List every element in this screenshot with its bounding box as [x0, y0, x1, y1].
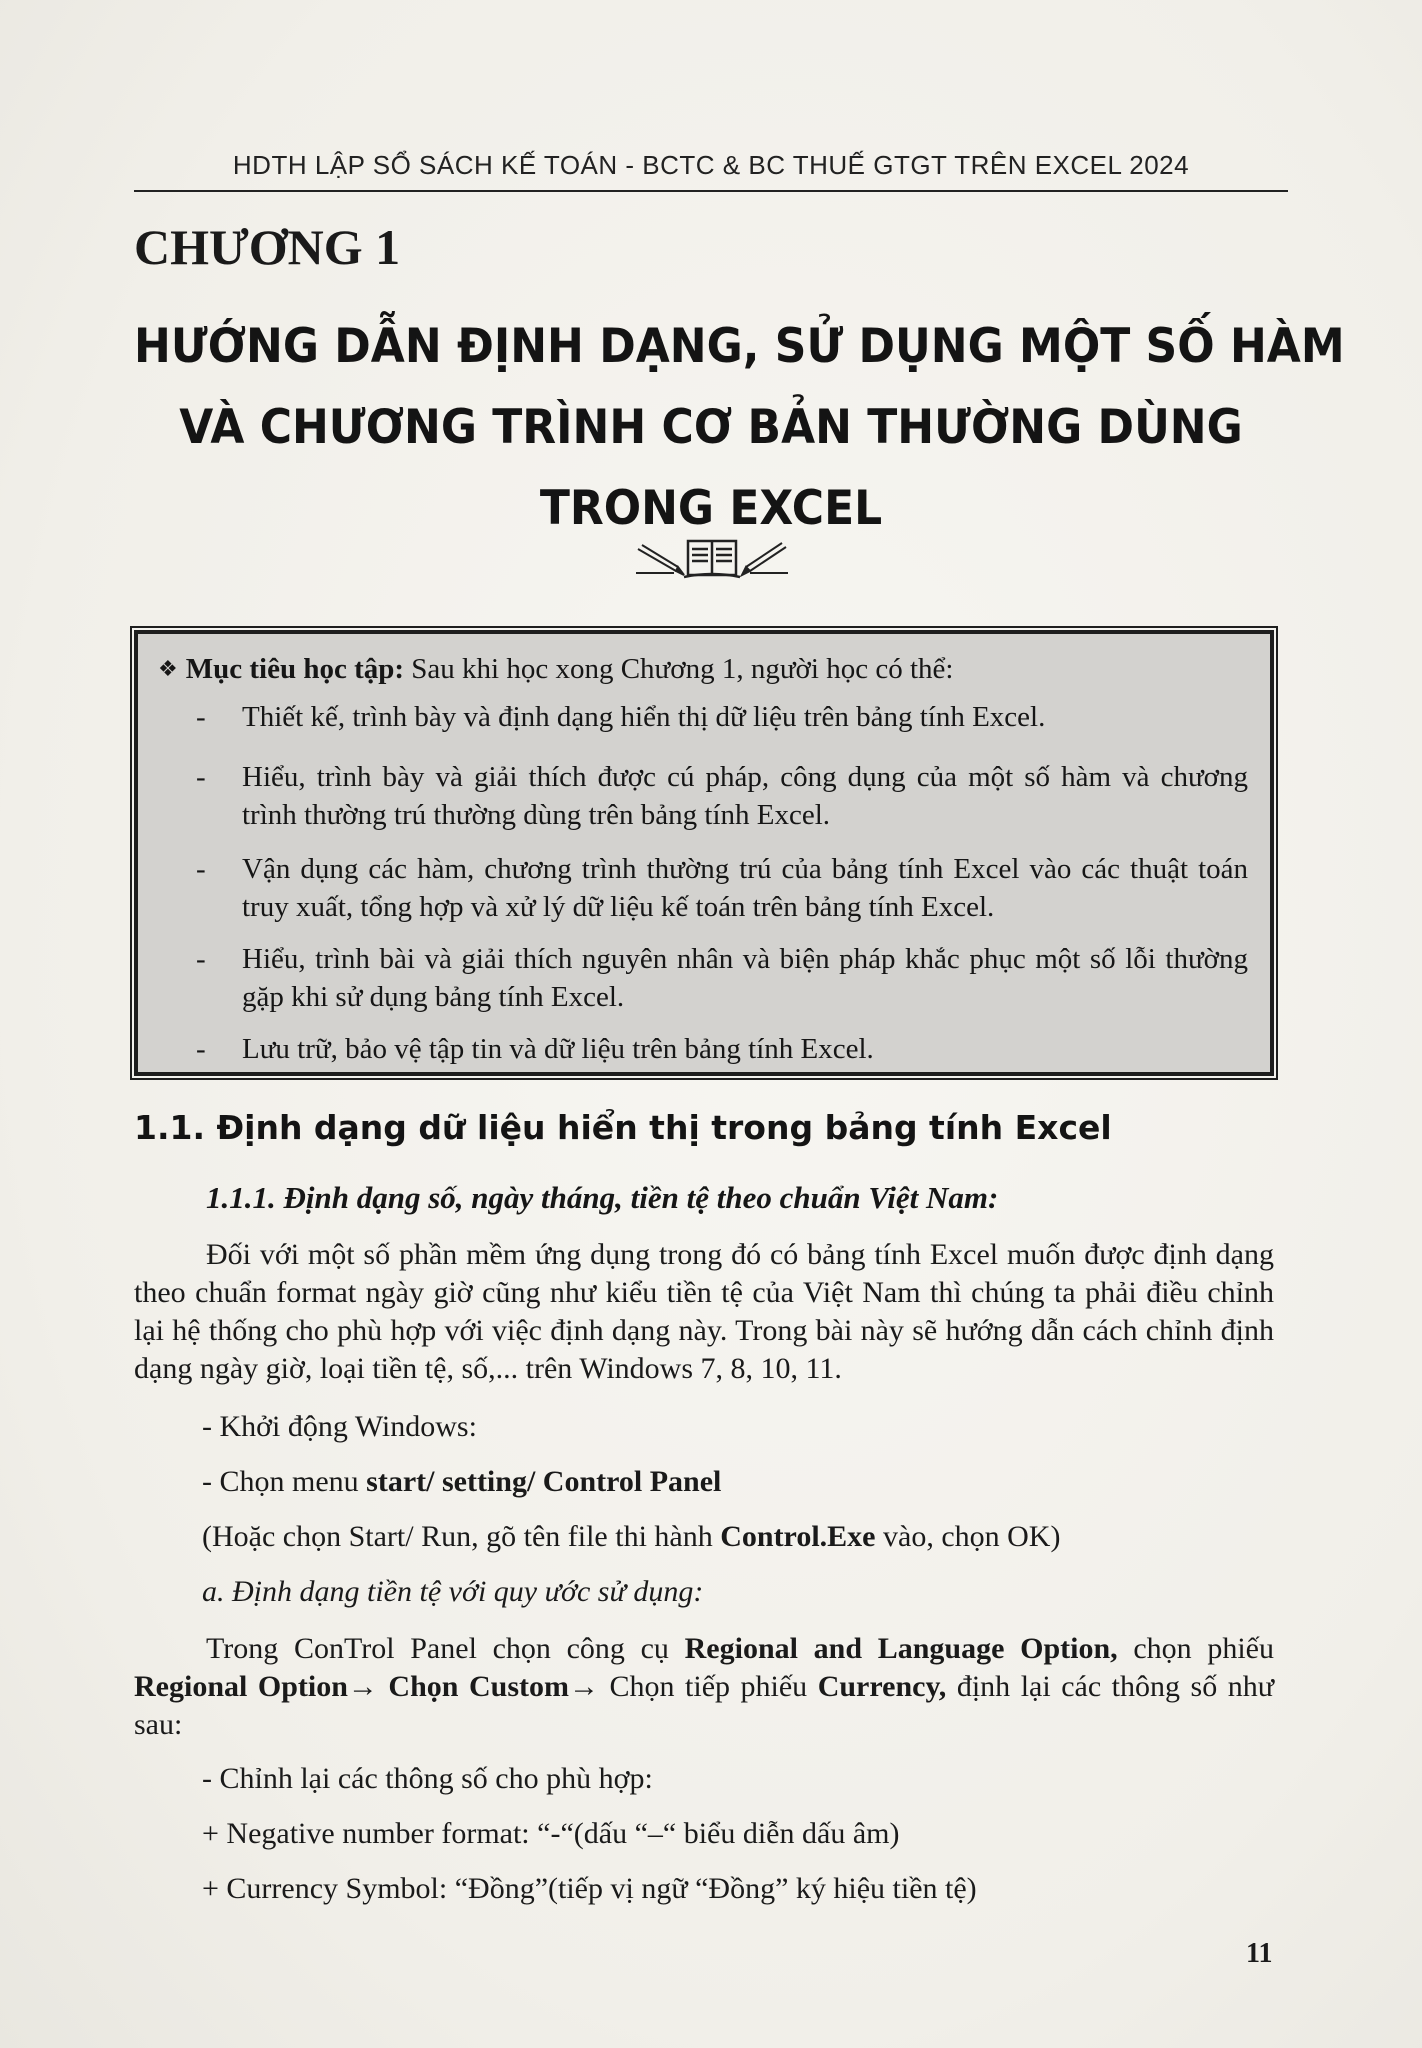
objective-text: Lưu trữ, bảo vệ tập tin và dữ liệu trên bảng tính Excel.	[242, 1033, 874, 1065]
objective-text: Hiểu, trình bày và giải thích được cú pháp, công dụng của một số hàm và chương trình thường trú thường dùng trên bảng tính Excel.	[242, 761, 1248, 831]
objective-text: Hiểu, trình bài và giải thích nguyên nhân và biện pháp khắc phục một số lỗi thường gặp khi sử dụng bảng tính Excel.	[242, 943, 1248, 1013]
adjust-parameters-line: - Chỉnh lại các thông số cho phù hợp:	[202, 1762, 653, 1795]
currency-text-3: Chọn tiếp phiếu	[598, 1670, 818, 1703]
currency-symbol-line: + Currency Symbol: “Đồng”(tiếp vị ngữ “Đồng” ký hiệu tiền tệ)	[202, 1872, 977, 1905]
objective-item	[198, 850, 1248, 926]
learning-objectives-box	[134, 630, 1274, 1076]
chapter-number: CHƯƠNG 1	[134, 219, 401, 275]
objective-item	[198, 940, 1248, 1016]
objective-text: Vận dụng các hàm, chương trình thường trú của bảng tính Excel vào các thuật toán truy xuất, tổng hợp và xử lý dữ liệu kế toán trên bảng tính Excel.	[242, 853, 1248, 923]
objective-item	[198, 698, 1248, 736]
step-choose-menu-prefix: - Chọn menu	[202, 1465, 367, 1498]
negative-format-line: + Negative number format: “-“(dấu “–“ biểu diễn dấu âm)	[202, 1817, 900, 1850]
subsection-a-heading: a. Định dạng tiền tệ với quy ước sử dụng:	[202, 1575, 704, 1608]
currency-bold-1: Regional and Language Option,	[684, 1632, 1118, 1665]
objective-dash: -	[196, 701, 206, 733]
currency-text-4: định lại các thông số như sau:	[134, 1670, 1274, 1741]
objective-dash: -	[196, 1033, 206, 1065]
chapter-title	[134, 306, 1345, 549]
objective-dash: -	[196, 853, 206, 885]
objective-dash: -	[196, 761, 206, 793]
objective-text: Thiết kế, trình bày và định dạng hiển thị dữ liệu trên bảng tính Excel.	[242, 701, 1046, 733]
chapter-title-line-2: VÀ CHƯƠNG TRÌNH CƠ BẢN THƯỜNG DÙNG	[179, 399, 1243, 456]
page-number: 11	[1246, 1938, 1273, 1969]
book-with-pens-ornament-icon	[632, 535, 792, 581]
step-run-suffix: vào, chọn OK)	[875, 1520, 1061, 1553]
header-rule	[134, 190, 1288, 192]
step-run-prefix: (Hoặc chọn Start/ Run, gõ tên file thi hành	[202, 1520, 721, 1553]
step-choose-menu-path: start/ setting/ Control Panel	[366, 1465, 722, 1498]
objectives-label: Mục tiêu học tập:	[185, 653, 405, 685]
step-run-filename: Control.Exe	[720, 1520, 876, 1553]
objectives-intro	[158, 650, 953, 691]
step-start-windows: - Khởi động Windows:	[202, 1410, 477, 1443]
step-choose-menu	[202, 1463, 721, 1501]
subsection-heading: 1.1.1. Định dạng số, ngày tháng, tiền tệ theo chuẩn Việt Nam:	[206, 1180, 999, 1215]
intro-paragraph: Đối với một số phần mềm ứng dụng trong đó có bảng tính Excel muốn được định dạng theo chuẩn format ngày giờ cũng như kiểu tiền tệ của Việt Nam thì chúng ta phải điều chỉnh lại hệ thống cho phù hợp với việc định dạng này. Trong bài này sẽ hướng dẫn cách chỉnh định dạng ngày giờ, loại tiền tệ, số,... trên Windows 7, 8, 10, 11.	[134, 1238, 1274, 1385]
chapter-title-line-3: TRONG EXCEL	[539, 480, 883, 537]
currency-text-2: chọn phiếu	[1117, 1632, 1274, 1665]
chapter-title-line-1: HƯỚNG DẪN ĐỊNH DẠNG, SỬ DỤNG MỘT SỐ HÀM	[134, 318, 1345, 375]
objective-item	[198, 758, 1248, 834]
currency-bold-3: Currency,	[817, 1670, 947, 1703]
currency-text-1: Trong ConTrol Panel chọn công cụ	[206, 1632, 685, 1665]
objective-dash: -	[196, 943, 206, 975]
currency-bold-2: Regional Option→ Chọn Custom→	[134, 1670, 599, 1703]
step-run-alternative	[202, 1518, 1060, 1556]
diamond-bullet-icon: ❖	[158, 657, 178, 682]
running-header: HDTH LẬP SỔ SÁCH KẾ TOÁN - BCTC & BC THUẾ GTGT TRÊN EXCEL 2024	[232, 150, 1190, 180]
objective-item	[198, 1030, 1248, 1068]
section-heading: 1.1. Định dạng dữ liệu hiển thị trong bảng tính Excel	[134, 1108, 1112, 1147]
currency-instructions-paragraph	[134, 1630, 1274, 1744]
objectives-intro-text: Sau khi học xong Chương 1, người học có thể:	[404, 653, 954, 685]
